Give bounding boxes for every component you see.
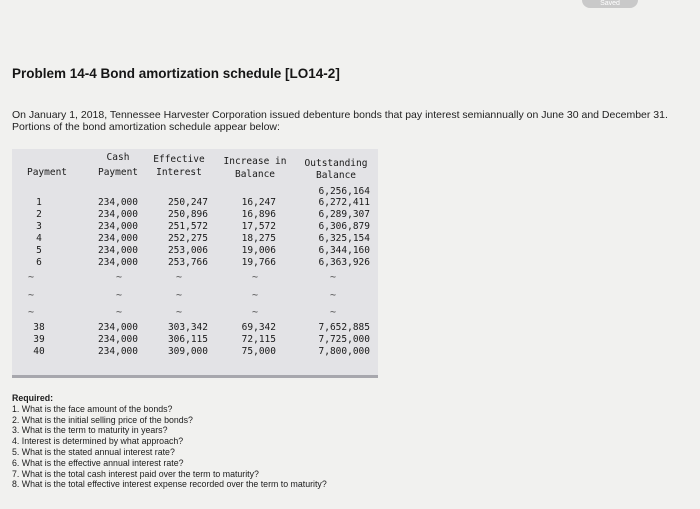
required-question-item: 5. What is the stated annual interest rate? bbox=[12, 446, 175, 457]
header-outstanding-line2: Balance bbox=[315, 170, 357, 181]
cell-payment-number: 6 bbox=[36, 257, 42, 268]
cell-increase-in-balance: 18,275 bbox=[241, 233, 276, 244]
saved-status-badge: Saved bbox=[582, 0, 638, 8]
row-gap-mark: ~ bbox=[252, 272, 259, 283]
row-gap-mark: ~ bbox=[252, 290, 259, 301]
cell-increase-in-balance: 17,572 bbox=[241, 221, 276, 232]
cell-effective-interest: 251,572 bbox=[167, 221, 208, 232]
cell-effective-interest: 253,766 bbox=[167, 257, 208, 268]
cell-increase-in-balance: 19,006 bbox=[241, 245, 276, 256]
row-gap-mark: ~ bbox=[176, 290, 183, 301]
cell-payment-number: 4 bbox=[36, 233, 42, 244]
cell-cash-payment: 234,000 bbox=[97, 233, 138, 244]
header-effective-line1: Effective bbox=[153, 154, 205, 165]
cell-cash-payment: 234,000 bbox=[97, 346, 138, 357]
required-questions-list bbox=[12, 404, 682, 490]
cell-payment-number: 2 bbox=[36, 209, 42, 220]
required-question-item: 1. What is the face amount of the bonds? bbox=[12, 403, 173, 414]
opening-balance: 6,256,164 bbox=[318, 186, 370, 197]
cell-payment-number: 38 bbox=[33, 322, 45, 333]
row-gap-mark: ~ bbox=[176, 307, 183, 318]
cell-increase-in-balance: 16,896 bbox=[241, 209, 276, 220]
cell-payment-number: 39 bbox=[33, 334, 45, 345]
cell-outstanding-balance: 6,272,411 bbox=[318, 197, 370, 208]
cell-payment-number: 40 bbox=[33, 346, 45, 357]
row-gap-mark: ~ bbox=[252, 307, 259, 318]
row-gap-mark: ~ bbox=[116, 272, 123, 283]
header-increase-line1: Increase in bbox=[223, 156, 287, 167]
required-section bbox=[12, 393, 682, 490]
cell-outstanding-balance: 6,325,154 bbox=[318, 233, 370, 244]
cell-cash-payment: 234,000 bbox=[97, 245, 138, 256]
row-gap-mark: ~ bbox=[116, 290, 123, 301]
required-question-item: 6. What is the effective annual interest rate? bbox=[12, 457, 184, 468]
row-gap-mark: ~ bbox=[28, 290, 35, 301]
cell-cash-payment: 234,000 bbox=[97, 197, 138, 208]
cell-effective-interest: 303,342 bbox=[167, 322, 208, 333]
cell-cash-payment: 234,000 bbox=[97, 209, 138, 220]
header-payment: Payment bbox=[26, 167, 68, 178]
problem-intro: On January 1, 2018, Tennessee Harvester Corporation issued debenture bonds that pay interest semiannually on June 30 and December 31. Portions of the bond amortization schedule appear below: bbox=[12, 109, 668, 133]
required-question-item: 4. Interest is determined by what approach? bbox=[12, 436, 184, 447]
header-cash-line2: Payment bbox=[97, 167, 139, 178]
row-gap-mark: ~ bbox=[176, 272, 183, 283]
cell-outstanding-balance: 7,800,000 bbox=[318, 346, 370, 357]
cell-increase-in-balance: 69,342 bbox=[241, 322, 276, 333]
cell-outstanding-balance: 7,652,885 bbox=[318, 322, 370, 333]
cell-effective-interest: 306,115 bbox=[167, 334, 208, 345]
cell-payment-number: 1 bbox=[36, 197, 42, 208]
header-increase-line2: Balance bbox=[234, 169, 276, 180]
cell-effective-interest: 250,896 bbox=[167, 209, 208, 220]
cell-effective-interest: 250,247 bbox=[167, 197, 208, 208]
cell-outstanding-balance: 6,363,926 bbox=[318, 257, 370, 268]
required-question-item: 7. What is the total cash interest paid over the term to maturity? bbox=[12, 468, 259, 479]
cell-cash-payment: 234,000 bbox=[97, 221, 138, 232]
cell-increase-in-balance: 16,247 bbox=[241, 197, 276, 208]
header-effective-line2: Interest bbox=[156, 167, 202, 178]
row-gap-mark: ~ bbox=[330, 272, 337, 283]
header-cash-line1: Cash bbox=[106, 152, 130, 163]
row-gap-mark: ~ bbox=[28, 307, 35, 318]
cell-effective-interest: 252,275 bbox=[167, 233, 208, 244]
cell-payment-number: 5 bbox=[36, 245, 42, 256]
header-outstanding-line1: Outstanding bbox=[304, 158, 368, 169]
cell-increase-in-balance: 75,000 bbox=[241, 346, 276, 357]
amortization-schedule-table bbox=[12, 149, 378, 378]
row-gap-mark: ~ bbox=[330, 290, 337, 301]
cell-outstanding-balance: 6,344,160 bbox=[318, 245, 370, 256]
cell-outstanding-balance: 7,725,000 bbox=[318, 334, 370, 345]
required-heading: Required: bbox=[12, 393, 54, 403]
cell-cash-payment: 234,000 bbox=[97, 322, 138, 333]
cell-outstanding-balance: 6,306,879 bbox=[318, 221, 370, 232]
required-question-item: 8. What is the total effective interest expense recorded over the term to maturity? bbox=[12, 479, 327, 490]
cell-effective-interest: 253,006 bbox=[167, 245, 208, 256]
cell-payment-number: 3 bbox=[36, 221, 42, 232]
cell-increase-in-balance: 19,766 bbox=[241, 257, 276, 268]
required-question-item: 3. What is the term to maturity in years? bbox=[12, 425, 168, 436]
row-gap-mark: ~ bbox=[28, 272, 35, 283]
row-gap-mark: ~ bbox=[330, 307, 337, 318]
cell-cash-payment: 234,000 bbox=[97, 257, 138, 268]
problem-title: Problem 14-4 Bond amortization schedule [LO14-2] bbox=[12, 66, 340, 81]
cell-outstanding-balance: 6,289,307 bbox=[318, 209, 370, 220]
cell-effective-interest: 309,000 bbox=[167, 346, 208, 357]
required-question-item: 2. What is the initial selling price of the bonds? bbox=[12, 414, 193, 425]
cell-cash-payment: 234,000 bbox=[97, 334, 138, 345]
cell-increase-in-balance: 72,115 bbox=[241, 334, 276, 345]
row-gap-mark: ~ bbox=[116, 307, 123, 318]
